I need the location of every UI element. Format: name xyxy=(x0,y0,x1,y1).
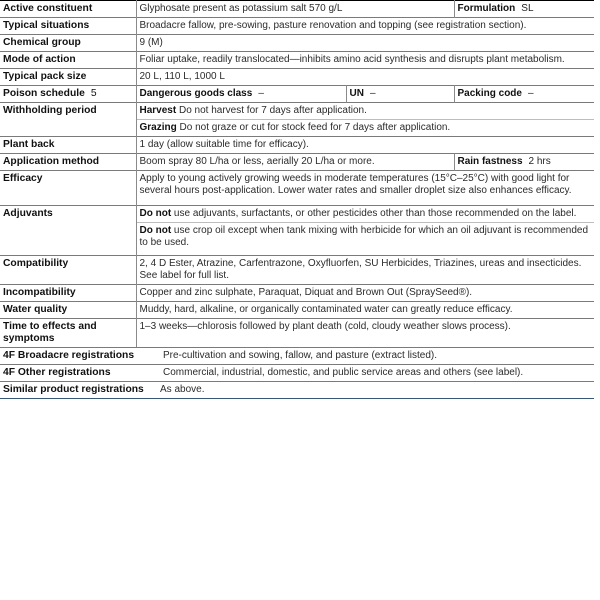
harvest-label: Harvest xyxy=(139,105,177,116)
row-broadacre-registrations xyxy=(0,348,594,365)
rain-fastness-value: 2 hrs xyxy=(528,156,551,167)
poison-schedule-cell xyxy=(0,86,136,103)
adjuvants-p2-text: use crop oil except when tank mixing with herbicide for which an oil adjuvant is recommended to be used. xyxy=(139,225,589,248)
dangerous-goods-value: – xyxy=(258,88,264,99)
grazing-value: Do not graze or cut for stock feed for 7 days after application. xyxy=(179,122,451,133)
water-quality-label: Water quality xyxy=(0,302,136,319)
row-active-constituent xyxy=(0,1,594,18)
typical-situations-value: Broadacre fallow, pre-sowing, pasture renovation and topping (see registration section). xyxy=(139,20,527,31)
incompatibility-value: Copper and zinc sulphate, Paraquat, Diquat and Brown Out (SpraySeed®). xyxy=(139,287,473,298)
adjuvants-p2-bold: Do not xyxy=(139,225,172,236)
row-poison-schedule xyxy=(0,86,594,103)
grazing-cell xyxy=(136,120,594,137)
rain-fastness-cell xyxy=(454,154,594,171)
adjuvants-p1-bold: Do not xyxy=(139,208,172,219)
row-compatibility xyxy=(0,256,594,285)
broadacre-registrations-label: 4F Broadacre registrations xyxy=(3,350,135,361)
formulation-cell xyxy=(454,1,594,18)
grazing-label: Grazing xyxy=(139,122,177,133)
row-chemical-group xyxy=(0,35,594,52)
other-registrations-label: 4F Other registrations xyxy=(3,367,111,378)
time-to-effects-value: 1–3 weeks—chlorosis followed by plant death (cold, cloudy weather slows process). xyxy=(139,321,511,332)
row-withholding-harvest xyxy=(0,103,594,120)
time-to-effects-label: Time to effects and symptoms xyxy=(0,319,136,348)
typical-situations-label: Typical situations xyxy=(0,18,136,35)
similar-registrations-value: As above. xyxy=(160,384,205,395)
similar-registrations-label: Similar product registrations xyxy=(3,384,144,395)
active-constituent-label: Active constituent xyxy=(0,1,136,18)
mode-of-action-label: Mode of action xyxy=(0,52,136,69)
row-other-registrations xyxy=(0,365,594,382)
row-time-to-effects xyxy=(0,319,594,348)
efficacy-label: Efficacy xyxy=(0,171,136,206)
compatibility-label: Compatibility xyxy=(0,256,136,285)
registrations-table xyxy=(0,347,594,399)
adjuvants-label: Adjuvants xyxy=(0,206,136,256)
dangerous-goods-cell xyxy=(136,86,346,103)
poison-schedule-value: 5 xyxy=(90,88,97,99)
mode-of-action-value: Foliar uptake, readily translocated—inhibits amino acid synthesis and disrupts plant metabolism. xyxy=(139,54,565,65)
row-plant-back xyxy=(0,137,594,154)
packing-code-cell xyxy=(454,86,594,103)
poison-schedule-label: Poison schedule xyxy=(3,88,85,99)
active-constituent-value: Glyphosate present as potassium salt 570 g/L xyxy=(139,3,343,14)
chemical-group-value: 9 (M) xyxy=(139,37,163,48)
row-pack-size xyxy=(0,69,594,86)
application-method-value: Boom spray 80 L/ha or less, aerially 20 L/ha or more. xyxy=(139,156,375,167)
adjuvants-para-2 xyxy=(136,223,594,256)
packing-code-value: – xyxy=(527,88,534,99)
rain-fastness-label: Rain fastness xyxy=(457,156,523,167)
harvest-cell xyxy=(136,103,594,120)
adjuvants-p1-text: use adjuvants, surfactants, or other pesticides other than those recommended on the label. xyxy=(171,208,577,219)
plant-back-label: Plant back xyxy=(0,137,136,154)
broadacre-registrations-value: Pre-cultivation and sowing, fallow, and pasture (extract listed). xyxy=(163,350,438,361)
row-typical-situations xyxy=(0,18,594,35)
withholding-period-label: Withholding period xyxy=(0,103,136,137)
row-water-quality xyxy=(0,302,594,319)
other-registrations-value: Commercial, industrial, domestic, and public service areas and others (see label). xyxy=(163,367,524,378)
row-mode-of-action xyxy=(0,52,594,69)
un-value: – xyxy=(369,88,376,99)
harvest-value: Do not harvest for 7 days after application. xyxy=(178,105,367,116)
row-incompatibility xyxy=(0,285,594,302)
chemical-group-label: Chemical group xyxy=(0,35,136,52)
row-application-method xyxy=(0,154,594,171)
formulation-label: Formulation xyxy=(457,3,516,14)
row-adjuvants-1 xyxy=(0,206,594,223)
packing-code-label: Packing code xyxy=(457,88,522,99)
incompatibility-label: Incompatibility xyxy=(0,285,136,302)
formulation-value: SL xyxy=(521,3,534,14)
application-method-label: Application method xyxy=(0,154,136,171)
row-efficacy xyxy=(0,171,594,206)
pack-size-label: Typical pack size xyxy=(0,69,136,86)
adjuvants-para-1 xyxy=(136,206,594,223)
compatibility-value: 2, 4 D Ester, Atrazine, Carfentrazone, Oxyfluorfen, SU Herbicides, Triazines, ureas and insecticides. See label for full list. xyxy=(139,258,582,281)
plant-back-value: 1 day (allow suitable time for efficacy). xyxy=(139,139,309,150)
water-quality-value: Muddy, hard, alkaline, or organically contaminated water can greatly reduce efficacy. xyxy=(139,304,513,315)
row-similar-registrations xyxy=(0,382,594,399)
pack-size-value: 20 L, 110 L, 1000 L xyxy=(139,71,225,82)
efficacy-value: Apply to young actively growing weeds in moderate temperatures (15°C–25°C) with good light for several hours post-application. Lower water rates and smaller droplet size also enhances efficacy. xyxy=(139,173,572,196)
un-label: UN xyxy=(349,88,364,99)
un-cell xyxy=(346,86,454,103)
dangerous-goods-label: Dangerous goods class xyxy=(139,88,253,99)
